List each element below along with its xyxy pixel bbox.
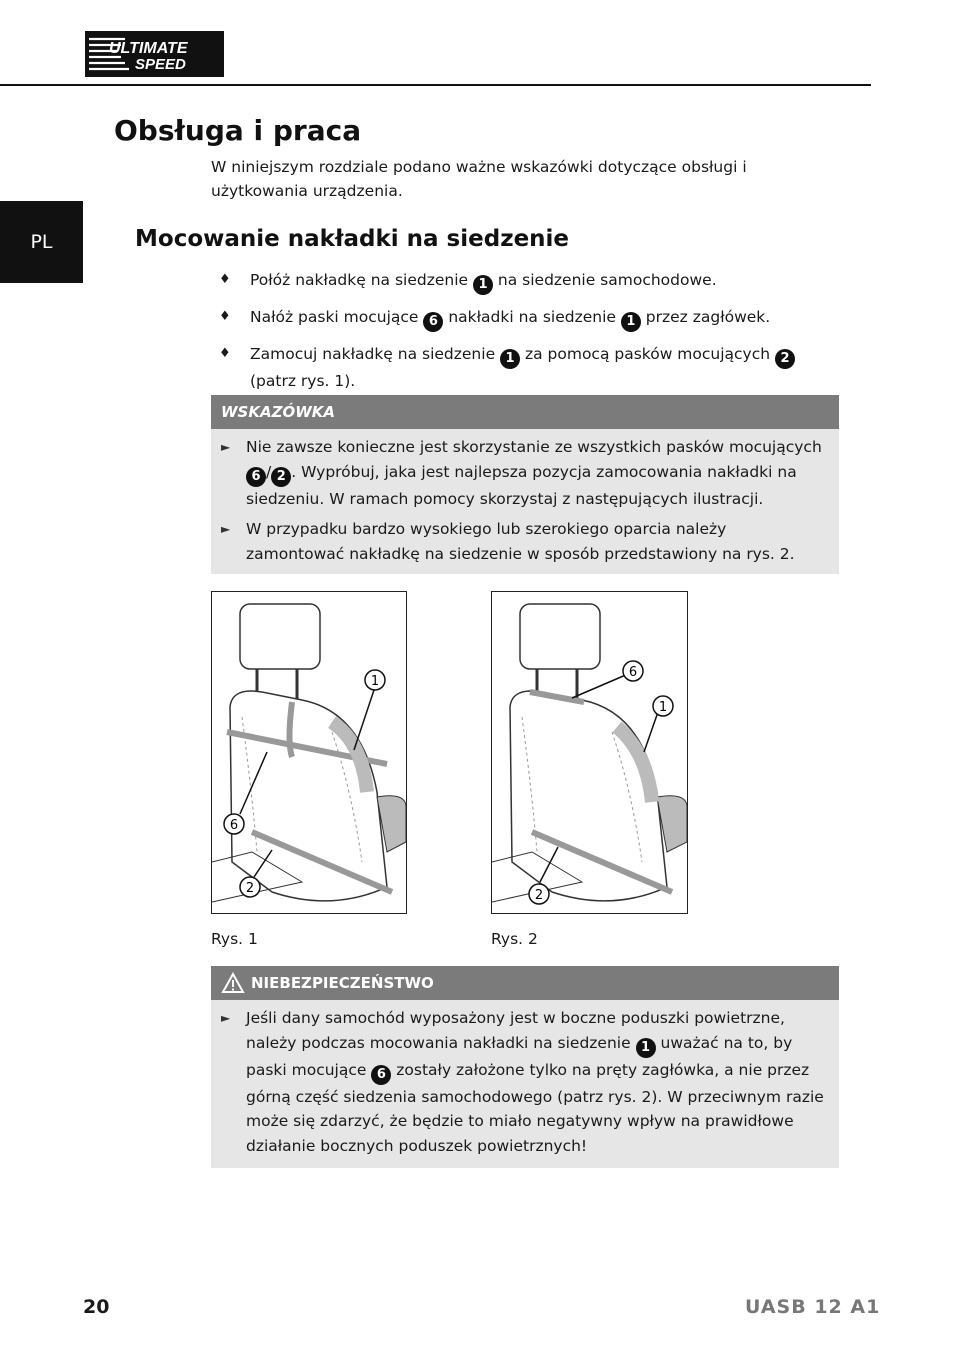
ref-number: 2 bbox=[775, 349, 795, 369]
danger-item: ► Jeśli dany samochód wyposażony jest w boczne poduszki powietrzne, należy podczas mocowania nakładki na siedzenie 1 uważać na to, by paski mocujące 6 zostały założone tylko na pręty zagłówka, a nie przez górną część siedzenia samochodowego (patrz rys. 2). W przeciwnym razie może się zdarzyć, że będzie to miało negatywny wpływ na prawidłowe działanie bocznych poduszek powietrznych! bbox=[221, 1006, 827, 1158]
instruction-item: ♦ Zamocuj nakładkę na siedzenie 1 za pomocą pasków mocujących 2 (patrz rys. 1). bbox=[219, 342, 839, 393]
svg-text:6: 6 bbox=[229, 818, 239, 833]
callout-1 bbox=[365, 670, 385, 690]
model-name: UASB 12 A1 bbox=[745, 1296, 881, 1318]
ref-number: 1 bbox=[473, 275, 493, 295]
callout-2 bbox=[240, 877, 260, 897]
hint-heading: WSKAZÓWKA bbox=[211, 395, 839, 429]
figure-1-seat-illustration bbox=[211, 591, 407, 914]
svg-text:6: 6 bbox=[628, 665, 638, 680]
instruction-item: ♦ Połóż nakładkę na siedzenie 1 na siedzenie samochodowe. bbox=[219, 268, 839, 295]
ref-number: 1 bbox=[500, 349, 520, 369]
triangle-bullet-icon: ► bbox=[221, 522, 231, 536]
ref-number: 6 bbox=[246, 467, 266, 487]
triangle-bullet-icon: ► bbox=[221, 1011, 231, 1025]
hint-item: ► W przypadku bardzo wysokiego lub szerokiego oparcia należy zamontować nakładkę na siedzenie w sposób przedstawiony na rys. 2. bbox=[221, 517, 827, 566]
svg-text:1: 1 bbox=[370, 674, 380, 689]
language-tab bbox=[0, 201, 83, 283]
ref-number: 6 bbox=[371, 1065, 391, 1085]
callout-6 bbox=[623, 661, 643, 681]
callout-6 bbox=[224, 814, 244, 834]
page-title: Obsługa i praca bbox=[114, 114, 362, 147]
hint-item: ► Nie zawsze konieczne jest skorzystanie ze wszystkich pasków mocujących 6 / 2 . Wypróbuj, jaka jest najlepsza pozycja zamocowania nakładki na siedzeniu. W ramach pomocy skorzystaj z następujących ilustracji. bbox=[221, 435, 827, 511]
diamond-bullet-icon: ♦ bbox=[219, 309, 231, 324]
hint-box bbox=[211, 395, 839, 574]
warning-triangle-icon bbox=[221, 972, 245, 994]
ref-number: 1 bbox=[621, 312, 641, 332]
triangle-bullet-icon: ► bbox=[221, 440, 231, 454]
ref-number: 6 bbox=[423, 312, 443, 332]
danger-heading: NIEBEZPIECZEŃSTWO bbox=[251, 974, 434, 992]
brand-line2: SPEED bbox=[135, 56, 186, 73]
svg-text:1: 1 bbox=[658, 700, 668, 715]
brand-line1: ULTIMATE bbox=[109, 40, 188, 57]
danger-box bbox=[211, 966, 839, 1168]
callout-2 bbox=[529, 884, 549, 904]
svg-text:2: 2 bbox=[245, 881, 255, 896]
intro-text: W niniejszym rozdziale podano ważne wskazówki dotyczące obsługi i użytkowania urządzenia. bbox=[211, 158, 747, 200]
figure-2-seat-illustration bbox=[491, 591, 688, 914]
ref-number: 2 bbox=[271, 467, 291, 487]
header-rule bbox=[0, 84, 871, 86]
callout-1 bbox=[653, 696, 673, 716]
page-number: 20 bbox=[83, 1296, 110, 1318]
language-label: PL bbox=[30, 231, 53, 253]
instruction-list bbox=[219, 268, 839, 403]
diamond-bullet-icon: ♦ bbox=[219, 346, 231, 361]
instruction-item: ♦ Nałóż paski mocujące 6 nakładki na siedzenie 1 przez zagłówek. bbox=[219, 305, 839, 332]
section-title: Mocowanie nakładki na siedzenie bbox=[135, 226, 570, 252]
brand-logo bbox=[85, 31, 224, 77]
figure-2-caption: Rys. 2 bbox=[491, 930, 538, 948]
figure-1-caption: Rys. 1 bbox=[211, 930, 258, 948]
ref-number: 1 bbox=[636, 1038, 656, 1058]
danger-heading-bar bbox=[211, 966, 839, 1000]
svg-text:2: 2 bbox=[534, 888, 544, 903]
diamond-bullet-icon: ♦ bbox=[219, 272, 231, 287]
